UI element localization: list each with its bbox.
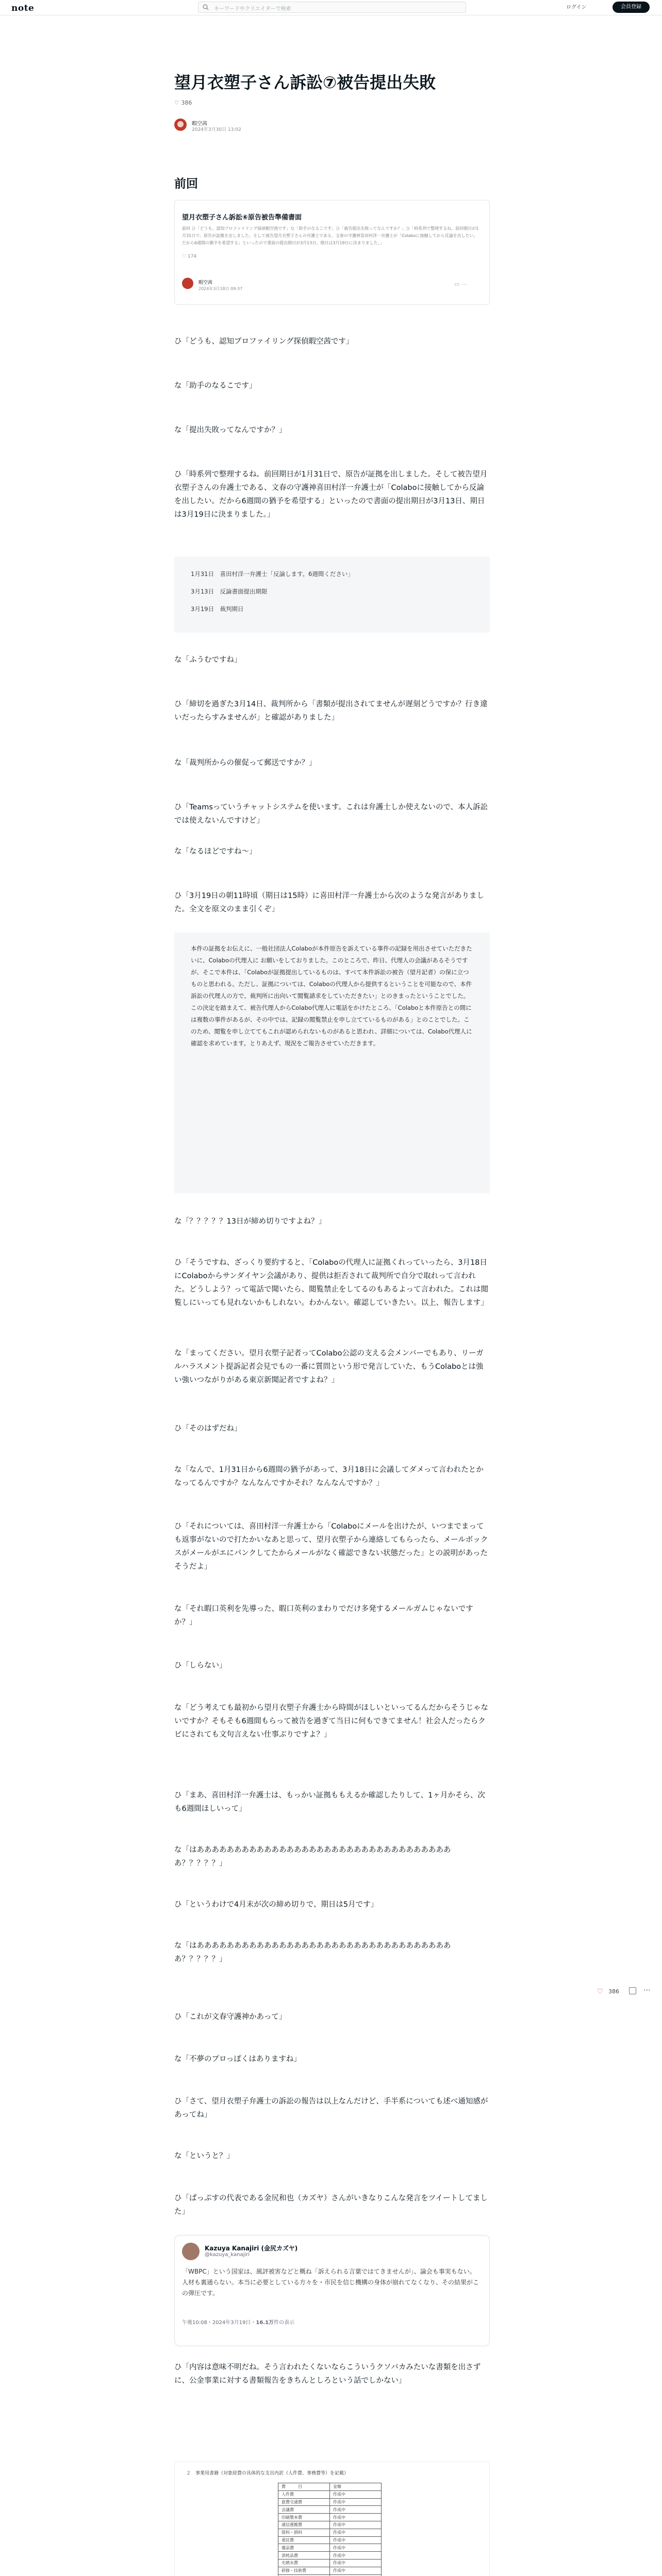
expense-table: 費 目 金額 人件費 作成中 旅費交通費 作成中 会議費 作成中 印刷製本費 作成中 通信運搬費 作成中 借料・損料 作成中 委託費 作成中 備品費 作成中 消耗品費 作成中 光熱水費 作成中 研修・技術費 作成中	[278, 2483, 382, 2576]
card-avatar	[182, 278, 193, 289]
paragraph: な「はあああああああああああああああああああああああああああああああああああ？？？？？」	[174, 1942, 451, 1963]
prev-article-card[interactable]	[174, 200, 490, 305]
timeline-box	[174, 556, 490, 633]
paragraph: ひ「これが文春守護神かあって」	[174, 2013, 287, 2021]
article-title: 望月衣塑子さん訴訟⑦被告提出失敗	[174, 73, 436, 92]
paragraph: ひ「というわけで4月末が次の締め切りで、期日は5月です」	[174, 1901, 378, 1909]
signup-button[interactable]: 会員登録	[613, 2, 650, 13]
author-name[interactable]: 暇空茜	[192, 121, 207, 127]
paragraph: な「というと？」	[174, 2152, 234, 2160]
tweet-avatar	[182, 2243, 200, 2260]
paragraph: ひ「時系列で整理するね。前回期日が1月31日で、原告が証拠を出しました。そして被告望月衣塑子さんの弁護士である、文春の守護神喜田村洋一弁護士が「Colaboに接触してから反論を出したい。だから6週間の猶予を希望する」といったので書面の提出期日が3月13日、期日は3月19日に決まりました。」	[174, 470, 488, 519]
more-icon[interactable]: ⋯	[643, 1986, 651, 1994]
paragraph: ひ「さて、望月衣塑子弁護士の訴訟の報告は以上なんだけど、手半系についても述べ通知感があってね」	[174, 2097, 488, 2119]
tweet-author: Kazuya Kanajiri (金尻カズヤ)	[205, 2245, 298, 2252]
paragraph: な「不夢のプロっぽくはありますね」	[174, 2055, 301, 2063]
paragraph: な「提出失敗ってなんですか？」	[174, 426, 287, 434]
tweet-meta: 午後10:08・2024年3月19日・16.1万件の表示	[182, 2320, 295, 2326]
article-likes[interactable]: ♡ 386	[174, 99, 192, 106]
doc-heading: ２ 事業用書籍（対象経費の具体的な支出内訳（人件費、事務費等）を記載）	[186, 2471, 349, 2476]
share-icon[interactable]	[629, 1987, 636, 1994]
paragraph: ひ「そうですね、ざっくり要約すると、「Colaboの代理人に証拠くれっていったら、3月18日にColaboからサンダイヤン会議があり、提供は拒否されて裁判所で自分で取れって言われた。どうしよう？って電話で聞いたら、閲覧禁止をしてるのもあるよって言われた。これは閲覧しにいっても見れないかもしれない。わかんない。確認していきたい。以上、報告します」	[174, 1259, 488, 1307]
paragraph: な「裁判所からの催促って郵送ですか？」	[174, 759, 317, 767]
search-box[interactable]	[198, 2, 466, 13]
paragraph: ひ「どうも、認知プロファイリング探偵暇空茜です」	[174, 337, 354, 346]
paragraph: な「はあああああああああああああああああああああああああああああああああああ？？？？？」	[174, 1846, 451, 1868]
timeline-line: 3月13日 反論書面提出期限	[191, 588, 268, 595]
card-icons: ▭ ⋯	[454, 281, 467, 287]
paragraph: な「それ暇口英利を先導った、暇口英利のまわりでだけ多発するメールガムじゃないですか？」	[174, 1605, 473, 1626]
paragraph: ひ「しらない」	[174, 1662, 227, 1670]
site-header	[0, 0, 662, 15]
search-icon	[203, 4, 209, 10]
note-logo[interactable]: note	[11, 3, 35, 13]
card-excerpt: 前回 ひ「どうも、認知プロファイリング探偵暇空茜です」な「助手のなるこです」ひ「被告提出失敗ってなんですか？」ひ「時系列で整理するね。前回期日が1月31日で、原告が証拠を出しました。そして被告望月衣塑子さんの弁護士である、文春の守護神喜田村洋一弁護士が「Colaboに接触してから反論を出したい。だから6週間の猶予を希望する」といったので書面の提出期日が3月13日、期日は3月19日に決まりました。」	[182, 226, 479, 245]
like-count: 386	[608, 1988, 619, 1995]
card-date: 2024年3月18日 09:37	[198, 286, 243, 291]
paragraph: な「どう考えても最初から望月衣塑子弁護士から時間がほしいといってるんだからそうじゃないですか？そもそも6週間もらって被告を過ぎて当日に何もできてません！社会人だったらクビにされても文句言えない仕事ぶりですよ？」	[174, 1704, 488, 1739]
paragraph: ひ「ぱっぷすの代表である金尻和也（カズヤ）さんがいきなりこんな発言をツイートしてました」	[174, 2194, 488, 2216]
paragraph: ひ「内容は意味不明だね。そう言われたくないならこういうクソバカみたいな書類を出さずに、公金事業に対する書類報告をきちんとしろという話でしかない」	[174, 2363, 481, 2385]
embedded-tweet[interactable]	[174, 2235, 490, 2346]
paragraph: な「ふうむですね」	[174, 656, 242, 664]
timeline-line: 3月19日 裁判期日	[191, 605, 244, 613]
like-heart-icon[interactable]: ♡	[597, 1988, 604, 1996]
search-placeholder: キーワードやクリエイターで検索	[214, 6, 291, 12]
quoted-statement: 本件の証拠をお伝えに、一般社団法人Colaboが本件原告を訴えている事件の記録を用出させていただきたいに、Colaboの代理人に お願いをしておりました。このところで、昨日、代理人の会議があるそうですが、そこで本件は、「Colaboが証拠提出しているものは、すべて本件訴訟の被告（望月記者）の保に立つものと思われる。ただし、証拠については、Colaboの代理人から提供するということを可能なので、本件訴訟の代理人の方で、裁判所に出向いて閲覧請求をしていただきたい」とのきまったということでした。この決定を踏まえて、被告代理人からColabo代理人に電話をかけたところ、「Colaboと本件原告との間には複数の事件があるが、その中では、記録の閲覧禁止を申し立てているものがある」とのことでした。このため、閲覧を申し立ててもこれが認められないものがあると思われ、詳細については、Colabo代理人に確認を求めています。とりあえず、現況をご報告させていただきます。	[174, 933, 490, 1193]
login-link[interactable]: ログイン	[566, 5, 587, 10]
publish-date: 2024年3月30日 13:02	[192, 127, 241, 132]
card-title: 望月衣塑子さん訴訟⑥原告被告準備書面	[182, 214, 302, 222]
paragraph: ひ「それについては、喜田村洋一弁護士から「Colaboにメールを出けたが、いつまでまっても返事がないので打たかいなあと思って、望月衣塑子から連絡してもらったら、メールボックスがメールがエにパンクしてたからメールがなく確認できない状態だった」との説明があったそうだよ」	[174, 1522, 488, 1571]
paragraph: な「？？？？？13日が締め切りですよね？」	[174, 1217, 326, 1226]
paragraph: ひ「Teamsっていうチャットシステムを使います。これは弁護士しか使えないので、本人訴訟では使えないんですけど」	[174, 803, 488, 825]
author-block[interactable]	[174, 118, 380, 139]
section-heading: 前回	[174, 177, 198, 191]
paragraph: ひ「締切を過ぎた3月14日、裁判所から「書類が提出されてませんが遅刻どうですか？行き違いだったらすみませんが」と確認がありました」	[174, 700, 488, 722]
tweet-text: 「WBPC」という国家は、風評被害などと概ね「訴えられる言葉ではてきませんが」、論会も事実もない。人材も裏通らない。本当に必要としている方々を・市民を信じ機構の身体が崩れてなくなり、その結果がこの弾圧です。	[182, 2268, 479, 2297]
avatar[interactable]	[174, 118, 187, 131]
paragraph: な「なるほどですね～」	[174, 848, 257, 856]
heart-icon: ♡	[174, 99, 181, 106]
card-author: 暇空茜	[198, 280, 213, 285]
paragraph: な「助手のなるこです」	[174, 382, 257, 390]
card-likes: ♡ 174	[182, 254, 197, 259]
paragraph: ひ「3月19日の朝11時頃（期日は15時）に喜田村洋一弁護士から次のような発言がありました。全文を原文のまま引くぞ」	[174, 892, 485, 913]
paragraph: ひ「まあ、喜田村洋一弁護士は、もっかい証拠ももえるか確認したりして、1ヶ月かそら、次も6週間ほしいって」	[174, 1791, 485, 1813]
expense-document-image	[174, 2462, 490, 2576]
tweet-handle: @kazuya_kanajiri	[205, 2252, 250, 2258]
paragraph: ひ「そのはずだね」	[174, 1425, 242, 1433]
paragraph: な「なんで、1月31日から6週間の猶予があって、3月18日に会議してダメって言われたとかなってるんですか？なんなんですかそれ？なんなんですか？」	[174, 1466, 484, 1487]
paragraph: な「まってください。望月衣塑子記者ってColabo公認の支える会メンバーでもあり、リーガルハラスメント提訴記者会見でもの一番に質問という形で発言していた、もうColaboとは強い強いつながりがある東京新聞記者ですよね？」	[174, 1349, 484, 1384]
timeline-line: 1月31日 喜田村洋一弁護士「反論します。6週間ください」	[191, 570, 354, 578]
